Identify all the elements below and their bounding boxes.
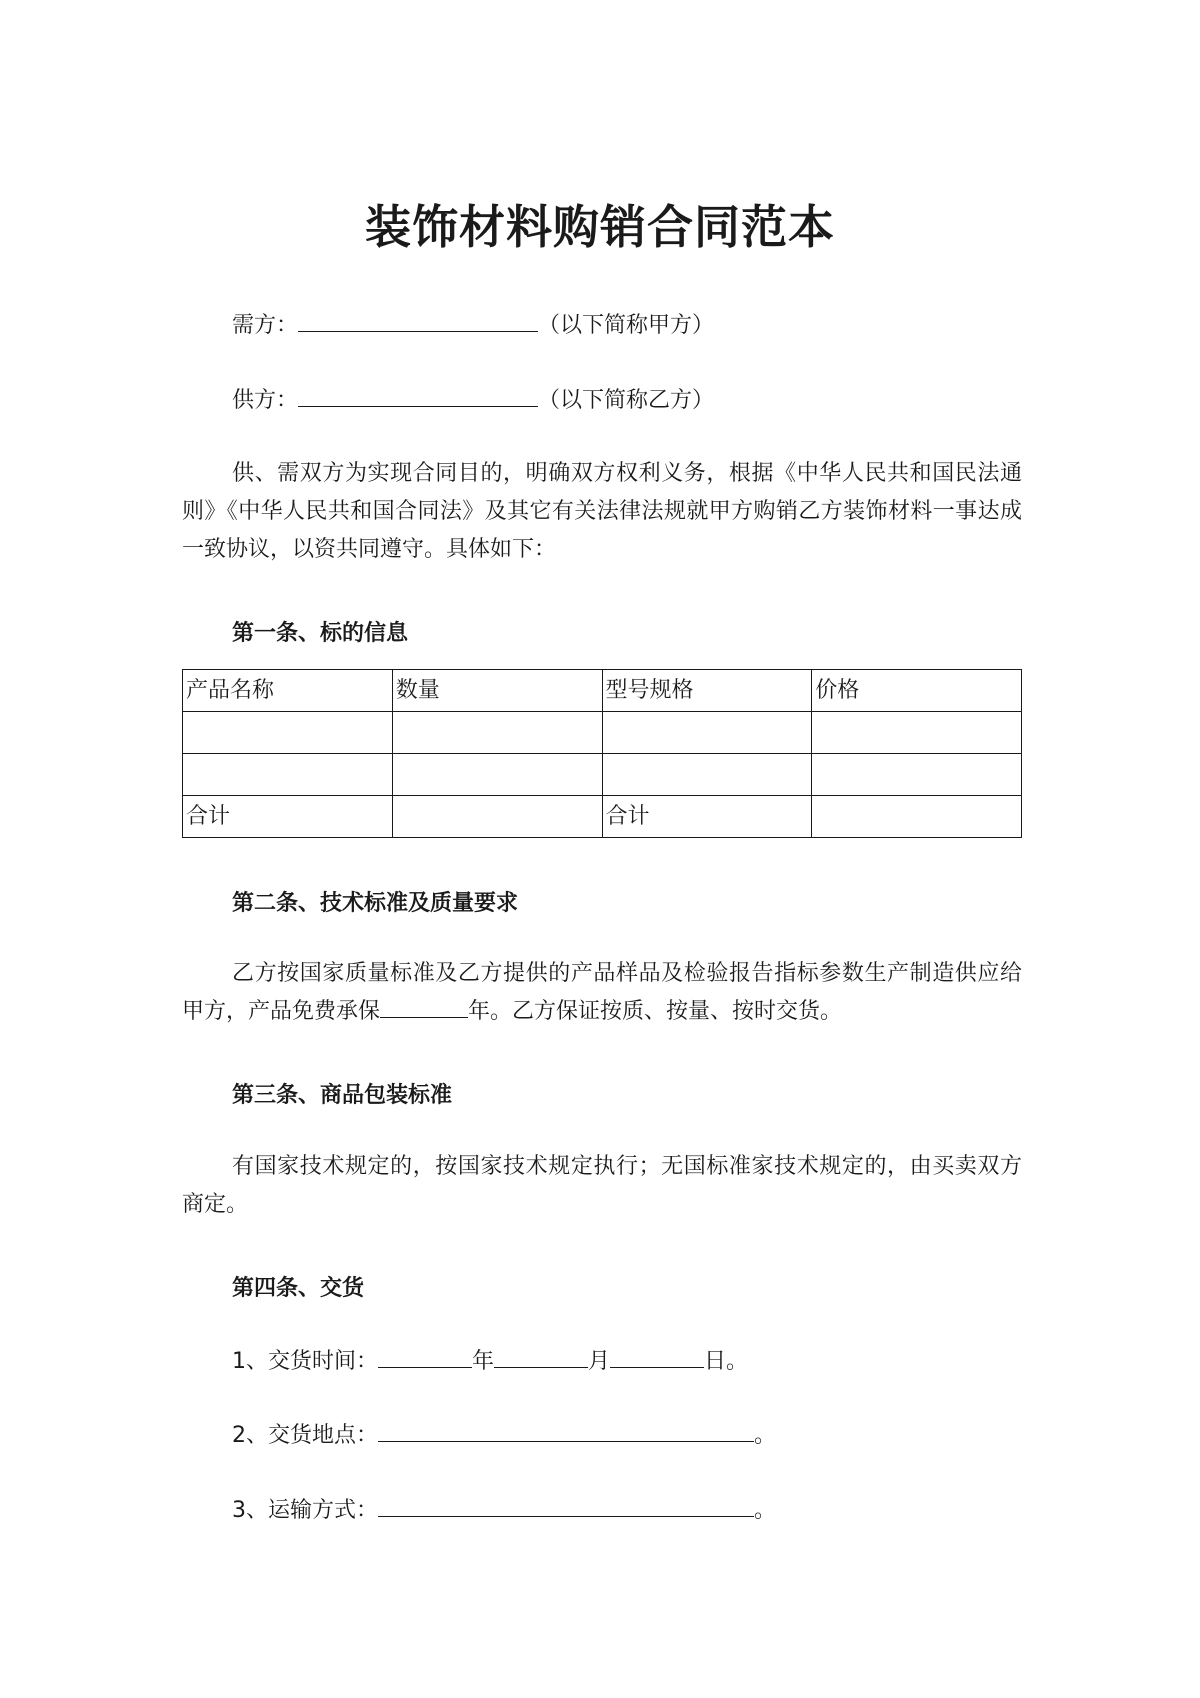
warranty-years-blank[interactable] bbox=[380, 995, 468, 1018]
total-label-cell: 合计 bbox=[183, 796, 393, 838]
month-label: 月 bbox=[588, 1349, 611, 1374]
seller-label: 供方： bbox=[232, 388, 299, 413]
table-cell[interactable] bbox=[602, 712, 812, 754]
table-header-cell: 数量 bbox=[392, 670, 602, 712]
day-label: 日。 bbox=[704, 1349, 749, 1374]
transport-method-end: 。 bbox=[754, 1498, 777, 1523]
delivery-time-line bbox=[232, 1345, 748, 1377]
table-header-row bbox=[183, 670, 1022, 712]
table-cell[interactable] bbox=[392, 754, 602, 796]
subject-info-table bbox=[182, 669, 1022, 838]
transport-method-line bbox=[232, 1494, 776, 1526]
delivery-time-label: 1、交货时间： bbox=[232, 1349, 378, 1374]
article4-heading: 第四条、交货 bbox=[232, 1276, 365, 1301]
delivery-place-label: 2、交货地点： bbox=[232, 1423, 378, 1448]
delivery-place-end: 。 bbox=[754, 1423, 777, 1448]
year-blank[interactable] bbox=[378, 1345, 472, 1368]
seller-line bbox=[232, 384, 714, 416]
total-label-cell: 合计 bbox=[602, 796, 812, 838]
article2-text: 乙方按国家质量标准及乙方提供的产品样品及检验报告指标参数生产制造供应给甲方，产品免费承保 bbox=[182, 961, 1022, 1024]
delivery-place-blank[interactable] bbox=[378, 1419, 754, 1442]
table-header-cell: 产品名称 bbox=[183, 670, 393, 712]
table-cell[interactable] bbox=[183, 712, 393, 754]
buyer-blank[interactable] bbox=[298, 309, 538, 332]
table-cell[interactable] bbox=[812, 796, 1022, 838]
buyer-label: 需方： bbox=[232, 313, 299, 338]
table-cell[interactable] bbox=[602, 754, 812, 796]
table-cell[interactable] bbox=[392, 712, 602, 754]
table-header-cell: 型号规格 bbox=[602, 670, 812, 712]
transport-method-label: 3、运输方式： bbox=[232, 1498, 378, 1523]
month-blank[interactable] bbox=[494, 1345, 588, 1368]
buyer-line bbox=[232, 309, 714, 341]
transport-method-blank[interactable] bbox=[378, 1494, 754, 1517]
article3-paragraph: 有国家技术规定的，按国家技术规定执行；无国标准家技术规定的，由买卖双方商定。 bbox=[182, 1154, 1022, 1217]
table-row bbox=[183, 712, 1022, 754]
year-label: 年 bbox=[472, 1349, 495, 1374]
buyer-suffix: （以下简称甲方） bbox=[538, 313, 715, 338]
table-cell[interactable] bbox=[812, 712, 1022, 754]
table-cell[interactable] bbox=[812, 754, 1022, 796]
seller-suffix: （以下简称乙方） bbox=[538, 388, 715, 413]
article2-heading: 第二条、技术标准及质量要求 bbox=[232, 891, 519, 916]
article3-heading: 第三条、商品包装标准 bbox=[232, 1083, 453, 1108]
table-total-row bbox=[183, 796, 1022, 838]
table-cell[interactable] bbox=[392, 796, 602, 838]
table-cell[interactable] bbox=[183, 754, 393, 796]
article2-paragraph bbox=[182, 955, 1022, 1031]
article2-text-end: 年。乙方保证按质、按量、按时交货。 bbox=[468, 999, 843, 1024]
table-row bbox=[183, 754, 1022, 796]
document-title: 装饰材料购销合同范本 bbox=[365, 200, 835, 254]
article1-heading: 第一条、标的信息 bbox=[232, 621, 409, 646]
delivery-place-line bbox=[232, 1419, 776, 1451]
day-blank[interactable] bbox=[610, 1345, 704, 1368]
intro-paragraph: 供、需双方为实现合同目的，明确双方权利义务，根据《中华人民共和国民法通则》《中华人民共和国合同法》及其它有关法律法规就甲方购销乙方装饰材料一事达成一致协议，以资共同遵守。具体如下： bbox=[182, 461, 1022, 562]
seller-blank[interactable] bbox=[298, 384, 538, 407]
table-header-cell: 价格 bbox=[812, 670, 1022, 712]
